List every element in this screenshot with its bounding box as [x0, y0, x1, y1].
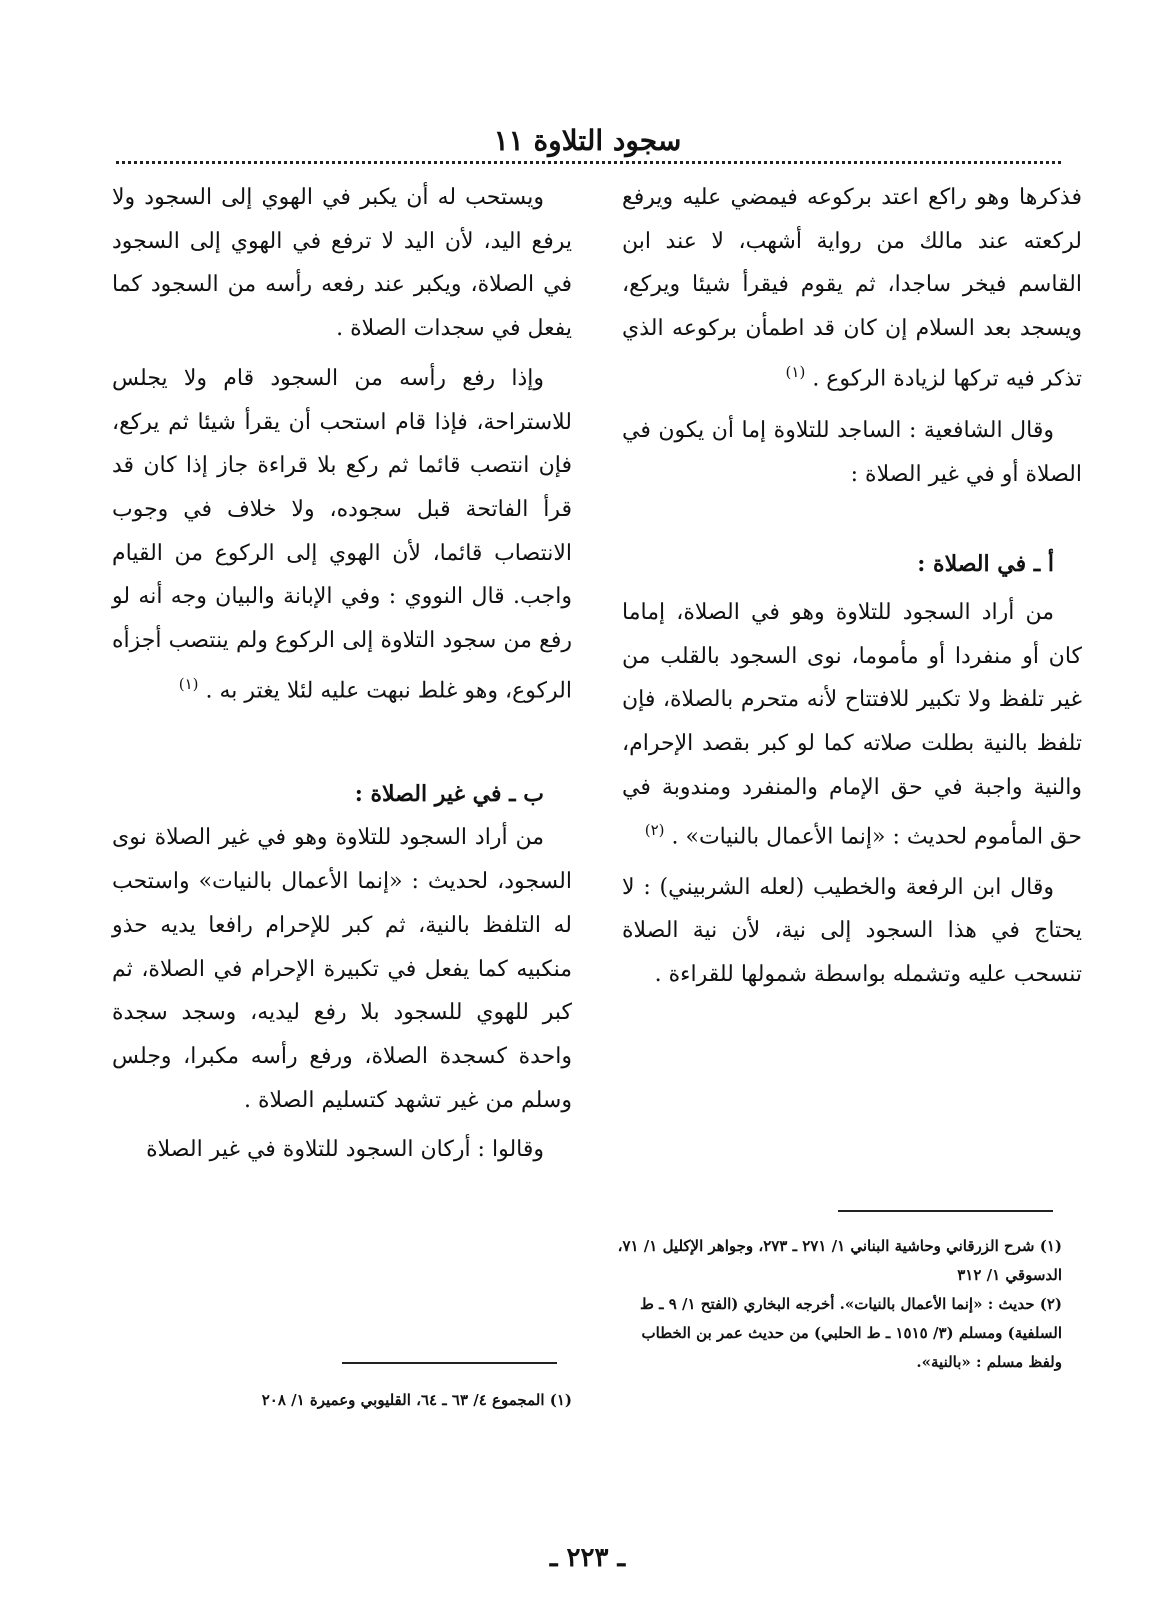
footnote: (١) المجموع ٤/ ٦٣ ـ ٦٤، القليوبي وعميرة ١/ ٢٠٨ — [261, 1391, 572, 1409]
paragraph: وقال ابن الرفعة والخطيب (لعله الشربيني) : لا يحتاج في هذا السجود إلى نية، لأن نية الصلاة تنسحب عليه وتشمله بواسطة شمولها للقراءة . — [622, 874, 1082, 987]
header-divider — [116, 161, 1061, 164]
page-title: سجود التلاوة ١١ — [493, 124, 682, 157]
paragraph: وإذا رفع رأسه من السجود قام ولا يجلس للاستراحة، فإذا قام استحب أن يقرأ شيئا ثم يركع، فإن انتصب قائما ثم ركع بلا قراءة جاز إذا كان قد قرأ الفاتحة قبل سجوده، ولا خلاف في وجوب الانتصاب قائما، لأن الهوي إلى الركوع من القيام واجب. قال النووي : وفي الإبانة والبيان وجه أنه لو رفع من سجود التلاوة إلى الركوع ولم ينتصب أجزأه الركوع، وهو غلط نبهت عليه لئلا يغتر به . $^{(١)}$ — [112, 365, 572, 704]
footnote-divider — [838, 1210, 1053, 1212]
paragraph: وقال الشافعية : الساجد للتلاوة إما أن يكون في الصلاة أو في غير الصلاة : — [622, 417, 1082, 487]
section-heading-b: ب ـ في غير الصلاة : — [354, 780, 544, 807]
footnote: (١) شرح الزرقاني وحاشية البناني ١/ ٢٧١ ـ ٢٧٣، وجواهر الإكليل ١/ ٧١، الدسوقي ١/ ٣١٢ — [617, 1237, 1062, 1284]
footnote-divider — [342, 1362, 557, 1364]
footnote-ref: (١) — [785, 362, 806, 381]
right-column — [622, 176, 1082, 997]
footnote-ref: (٢) — [644, 821, 665, 840]
page-number: ـ ٢٢٣ ـ — [549, 1543, 626, 1573]
footnotes — [122, 1386, 572, 1415]
left-column — [112, 176, 572, 1172]
footnote: (٢) حديث : «إنما الأعمال بالنيات». أخرجه البخاري (الفتح ١/ ٩ ـ ط السلفية) ومسلم (٣/ ١٥١٥ ـ ط الحلبي) من حديث عمر بن الخطاب ولفظ مسلم : «بالنية». — [640, 1295, 1062, 1371]
paragraph: ويستحب له أن يكبر في الهوي إلى السجود ولا يرفع اليد، لأن اليد لا ترفع في الهوي إلى السجود في الصلاة، ويكبر عند رفعه رأسه من السجود كما يفعل في سجدات الصلاة . — [112, 185, 572, 342]
footnotes — [612, 1232, 1062, 1377]
paragraph: من أراد السجود للتلاوة وهو في الصلاة، إماما كان أو منفردا أو مأموما، نوى السجود بالقلب من غير تلفظ ولا تكبير للافتتاح لأنه متحرم بالصلاة، فإن تلفظ بالنية بطلت صلاته كما لو كبر بقصد الإحرام، والنية واجبة في حق الإمام والمنفرد ومندوبة في حق المأموم لحديث : «إنما الأعمال بالنيات» . $^{(٢)}$ — [622, 599, 1082, 850]
section-heading-a: أ ـ في الصلاة : — [917, 551, 1054, 578]
paragraph: فذكرها وهو راكع اعتد بركوعه فيمضي عليه ويرفع لركعته عند مالك من رواية أشهب، لا عند ابن القاسم فيخر ساجدا، ثم يقوم فيقرأ شيئا ويركع، ويسجد بعد السلام إن كان قد اطمأن بركوعه الذي تذكر فيه تركها لزيادة الركوع . $^{(١)}$ — [622, 185, 1082, 392]
paragraph: وقالوا : أركان السجود للتلاوة في غير الصلاة — [146, 1137, 544, 1163]
paragraph: من أراد السجود للتلاوة وهو في غير الصلاة نوى السجود، لحديث : «إنما الأعمال بالنيات» واستحب له التلفظ بالنية، ثم كبر للإحرام رافعا يديه حذو منكبيه كما يفعل في تكبيرة الإحرام في الصلاة، ثم كبر للهوي للسجود بلا رفع ليديه، وسجد سجدة واحدة كسجدة الصلاة، ورفع رأسه مكبرا، وجلس وسلم من غير تشهد كتسليم الصلاة . — [112, 825, 572, 1113]
footnote-ref: (١) — [178, 674, 199, 693]
